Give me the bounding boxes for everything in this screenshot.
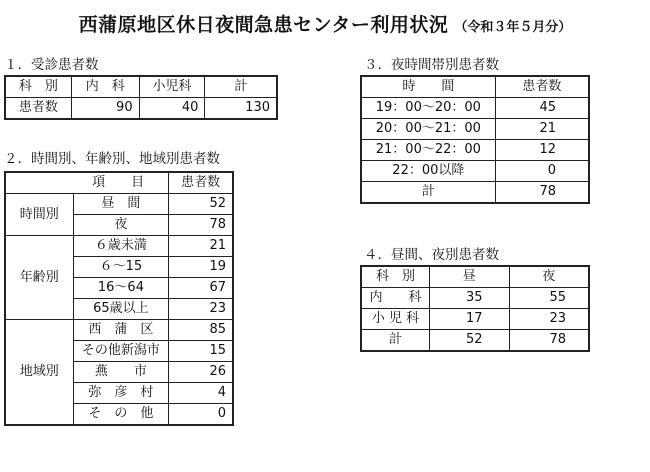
item-value: 67 <box>169 278 233 299</box>
total-day: 52 <box>429 330 509 351</box>
total-label: 計 <box>362 182 496 203</box>
table-row <box>6 320 233 341</box>
total-label: 計 <box>362 330 430 351</box>
header-pediatrics: 小児科 <box>139 77 205 98</box>
total-value: 78 <box>495 182 588 203</box>
table-row <box>362 182 589 203</box>
header-item: 項 目 <box>6 173 169 194</box>
time-label: 21：00～22：00 <box>362 140 496 161</box>
item-label: ６歳未満 <box>73 236 169 257</box>
section3-heading: ３．夜時間帯別患者数 <box>364 57 499 73</box>
day-value: 35 <box>429 288 509 309</box>
item-value: 26 <box>169 362 233 383</box>
item-label: その他新潟市 <box>73 341 169 362</box>
item-value: 15 <box>169 341 233 362</box>
title-main: 西蒲原地区休日夜間急患センター利用状況 <box>78 14 449 36</box>
item-value: 4 <box>169 383 233 404</box>
item-label: 昼 間 <box>73 194 169 215</box>
table-header-row <box>362 267 589 288</box>
header-night: 夜 <box>509 267 589 288</box>
table-row <box>362 288 589 309</box>
value-total: 130 <box>205 98 277 119</box>
night-value: 23 <box>509 309 589 330</box>
table-row <box>6 98 277 119</box>
night-value: 55 <box>509 288 589 309</box>
header-day: 昼 <box>429 267 509 288</box>
header-count: 患者数 <box>169 173 233 194</box>
time-value: 12 <box>495 140 588 161</box>
time-label: 20：00～21：00 <box>362 119 496 140</box>
table-breakdown <box>5 172 233 425</box>
table-row <box>362 119 589 140</box>
item-value: 78 <box>169 215 233 236</box>
item-label: 西 蒲 区 <box>73 320 169 341</box>
table-header-row <box>6 173 233 194</box>
item-label: 夜 <box>73 215 169 236</box>
group-label-region: 地域別 <box>6 320 74 425</box>
table-header-row <box>6 77 277 98</box>
dept-label: 内 科 <box>362 288 430 309</box>
group-label-time: 時間別 <box>6 194 74 236</box>
item-label: 燕 市 <box>73 362 169 383</box>
group-label-age: 年齢別 <box>6 236 74 320</box>
item-label: ６～15 <box>73 257 169 278</box>
header-dept: 科 別 <box>362 267 430 288</box>
section2-heading: ２．時間別、年齢別、地域別患者数 <box>4 151 220 167</box>
page-title <box>0 10 650 37</box>
header-count: 患者数 <box>495 77 588 98</box>
item-value: 23 <box>169 299 233 320</box>
item-label: そ の 他 <box>73 404 169 425</box>
header-internal: 内 科 <box>71 77 139 98</box>
dept-label: 小 児 科 <box>362 309 430 330</box>
table-day-night <box>361 266 589 351</box>
title-period: （令和３年５月分） <box>454 20 572 35</box>
section4-heading: ４．昼間、夜別患者数 <box>364 247 499 263</box>
value-internal: 90 <box>71 98 139 119</box>
value-pediatrics: 40 <box>139 98 205 119</box>
item-value: 19 <box>169 257 233 278</box>
table-row <box>6 236 233 257</box>
table-row <box>362 140 589 161</box>
time-label: 22：00以降 <box>362 161 496 182</box>
item-label: 65歳以上 <box>73 299 169 320</box>
time-value: 0 <box>495 161 588 182</box>
table-header-row <box>362 77 589 98</box>
day-value: 17 <box>429 309 509 330</box>
table-row <box>362 330 589 351</box>
table-row <box>362 161 589 182</box>
section1-heading: １．受診患者数 <box>4 57 99 73</box>
item-value: 21 <box>169 236 233 257</box>
table-night-hours <box>361 76 589 203</box>
total-night: 78 <box>509 330 589 351</box>
item-value: 85 <box>169 320 233 341</box>
item-value: 52 <box>169 194 233 215</box>
header-time: 時 間 <box>362 77 496 98</box>
table-row <box>362 309 589 330</box>
time-value: 45 <box>495 98 588 119</box>
table-row <box>6 194 233 215</box>
row-label: 患者数 <box>6 98 72 119</box>
time-value: 21 <box>495 119 588 140</box>
item-label: 弥 彦 村 <box>73 383 169 404</box>
header-total: 計 <box>205 77 277 98</box>
item-label: 16～64 <box>73 278 169 299</box>
table-visits <box>5 76 277 119</box>
item-value: 0 <box>169 404 233 425</box>
time-label: 19：00～20：00 <box>362 98 496 119</box>
header-dept: 科 別 <box>6 77 72 98</box>
table-row <box>362 98 589 119</box>
